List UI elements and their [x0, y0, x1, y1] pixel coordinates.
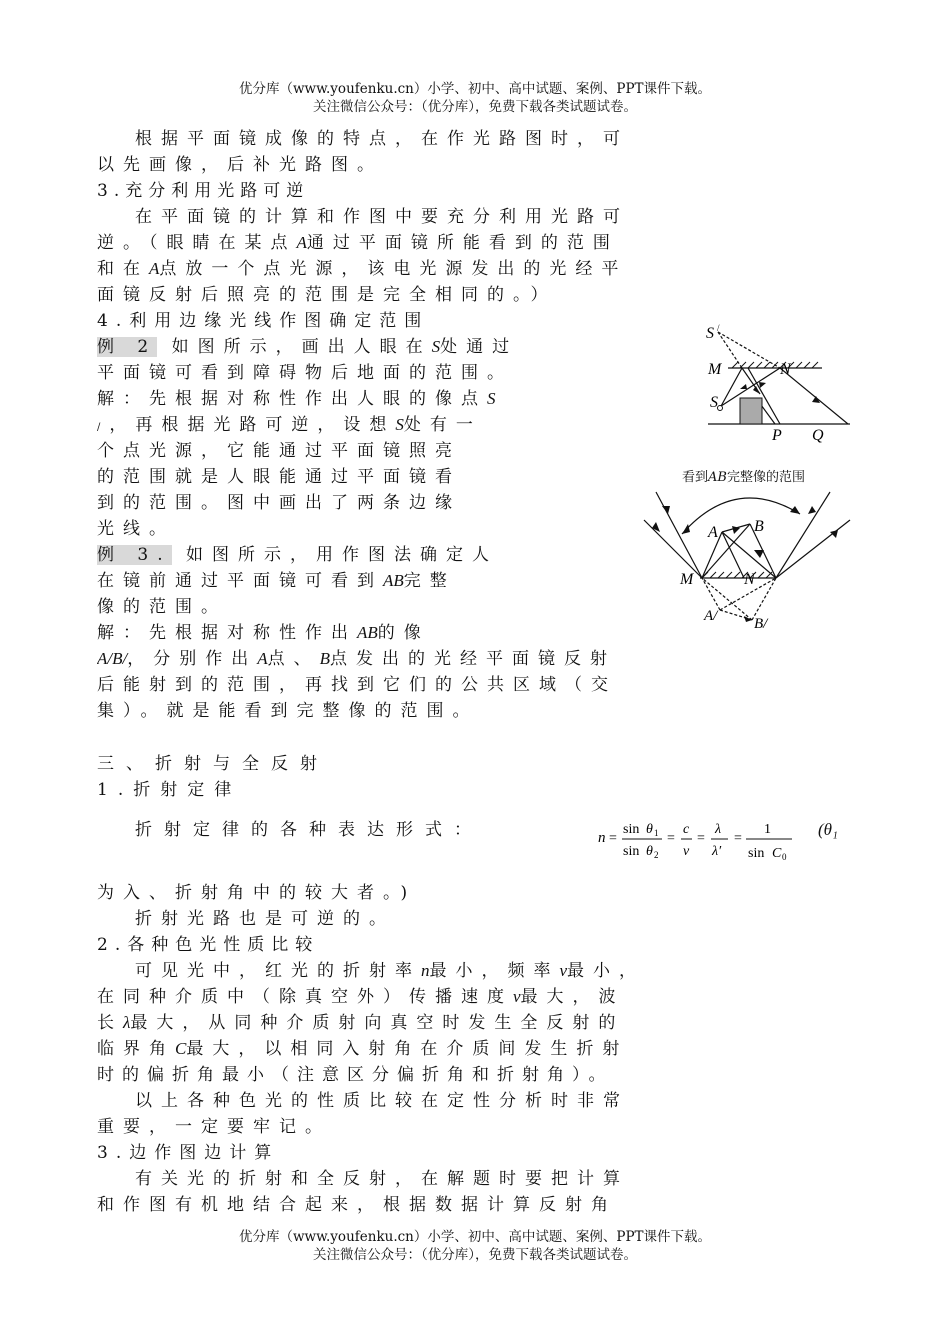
example-2-line: 例 2 如图所示，画出人眼在S处通过: [97, 337, 519, 357]
para-line: 以先画像，后补光路图。: [97, 155, 383, 175]
svg-text:λ: λ: [715, 822, 722, 837]
svg-text:C: C: [772, 846, 782, 861]
page-footer-line1: 优分库（www.youfenku.cn）小学、初中、高中试题、案例、PPT课件下载。: [238, 1229, 712, 1245]
page-footer-line2: 关注微信公众号：（优分库），免费下载各类试题试卷。: [313, 1247, 637, 1263]
para-line: 的范围就是人眼能通过平面镜看: [97, 467, 461, 487]
para-line: 和在A点放一个点光源，该电光源发出的光经平: [97, 259, 628, 279]
para-line: 时的偏折角最小（注意区分偏折角和折射角）。: [97, 1065, 614, 1085]
svg-text:=: =: [667, 831, 675, 846]
svg-text:θ: θ: [646, 844, 653, 859]
refraction-formula: [596, 814, 806, 866]
para-line: 和作图有机地结合起来，根据数据计算反射角: [97, 1195, 617, 1215]
svg-text:Q: Q: [812, 427, 824, 444]
svg-text:sin: sin: [623, 844, 640, 859]
page-header-line2: 关注微信公众号：（优分库），免费下载各类试题试卷。: [313, 99, 637, 115]
svg-text:B: B: [754, 518, 764, 535]
para-line: 集）。就是能看到完整像的范围。: [97, 701, 479, 721]
svg-text:N: N: [744, 571, 755, 588]
svg-text:M: M: [708, 361, 722, 378]
para-line: 可见光中，红光的折射率n最小，频率ν最小，: [135, 961, 646, 981]
para-line: 解：先根据对称性作出人眼的像点S: [97, 389, 496, 409]
svg-text:v: v: [683, 844, 690, 859]
para-line: 以上各种色光的性质比较在定性分析时非常: [135, 1091, 629, 1111]
svg-text:0: 0: [782, 852, 787, 862]
subsection-title: 1.折射定律: [97, 780, 242, 800]
para-line: 解：先根据对称性作出AB的像: [97, 623, 430, 643]
svg-text:n: n: [598, 830, 606, 846]
svg-text:λ′: λ′: [712, 844, 722, 859]
heading-4: 4.利用边缘光线作图确定范围: [97, 311, 430, 331]
svg-text:A/: A/: [704, 608, 718, 624]
svg-text:B/: B/: [754, 616, 768, 632]
svg-text:S: S: [710, 394, 718, 411]
para-line: 有关光的折射和全反射，在解题时要把计算: [135, 1169, 629, 1189]
mirror-diagram-1: [700, 322, 855, 447]
para-line: 逆。（眼睛在某点A通过平面镜所能看到的范围: [97, 233, 619, 253]
mirror-diagram-2: [640, 462, 855, 637]
subsection-title: 3.边作图边计算: [97, 1143, 280, 1163]
para-line: 在同种介质中（除真空外）传播速度v最大，波: [97, 987, 625, 1007]
svg-text:sin: sin: [748, 846, 765, 861]
example-3-tag: 例 3.: [97, 545, 172, 565]
para-line: 折射定律的各种表达形式：: [135, 820, 483, 840]
para-line: 平面镜可看到障碍物后地面的范围。: [97, 363, 513, 383]
svg-text:N: N: [780, 361, 791, 378]
svg-text:=: =: [609, 831, 617, 846]
svg-text:=: =: [734, 831, 742, 846]
svg-text:/: /: [717, 323, 720, 333]
svg-text:1: 1: [764, 822, 771, 837]
para-line: 折射光路也是可逆的。: [135, 909, 395, 929]
para-line: 为入、折射角中的较大者。): [97, 883, 417, 903]
para-line: 重要，一定要牢记。: [97, 1117, 331, 1137]
para-line: 后能射到的范围，再找到它们的公共区域（交: [97, 675, 617, 695]
svg-text:P: P: [772, 427, 782, 444]
svg-text:2: 2: [654, 850, 659, 860]
para-line: 光线。: [97, 519, 175, 539]
svg-text:θ: θ: [646, 822, 653, 837]
heading-3: 3.充分利用光路可逆: [97, 181, 310, 201]
para-line: 个点光源，它能通过平面镜照亮: [97, 441, 461, 461]
svg-text:sin: sin: [623, 822, 640, 837]
para-line: 根据平面镜成像的特点，在作光路图时，可: [135, 129, 629, 149]
svg-text:M: M: [680, 571, 694, 588]
example-3-line: 例 3. 如图所示，用作图法确定人: [97, 545, 499, 565]
example-2-tag: 例 2: [97, 337, 158, 357]
figure-2-caption: 看到AB完整像的范围: [682, 470, 805, 485]
para-line: 在镜前通过平面镜可看到AB完整: [97, 571, 456, 591]
svg-text:c: c: [683, 822, 690, 837]
para-line: 像的范围。: [97, 597, 227, 617]
para-line: 长λ最大，从同种介质射向真空时发生全反射的: [97, 1013, 625, 1033]
subsection-title: 2.各种色光性质比较: [97, 935, 320, 955]
svg-text:A: A: [708, 524, 718, 541]
svg-text:=: =: [697, 831, 705, 846]
para-line: 到的范围。图中画出了两条边缘: [97, 493, 461, 513]
para-line: A/B/，分别作出A点、B点发出的光经平面镜反射: [97, 649, 616, 669]
svg-text:S: S: [706, 325, 714, 342]
para-line: 在平面镜的计算和作图中要充分利用光路可: [135, 207, 629, 227]
svg-text:1: 1: [654, 828, 659, 838]
para-line: /，再根据光路可逆，设想S处有一: [97, 415, 482, 435]
section-title: 三、折射与全反射: [97, 754, 329, 774]
para-line: 临界角C最大，以相同入射角在介质间发生折射: [97, 1039, 629, 1059]
page-header-line1: 优分库（www.youfenku.cn）小学、初中、高中试题、案例、PPT课件下载。: [238, 81, 712, 97]
para-line: 面镜反射后照亮的范围是完全相同的。）: [97, 285, 557, 305]
theta-note: (θ₁: [818, 820, 838, 839]
